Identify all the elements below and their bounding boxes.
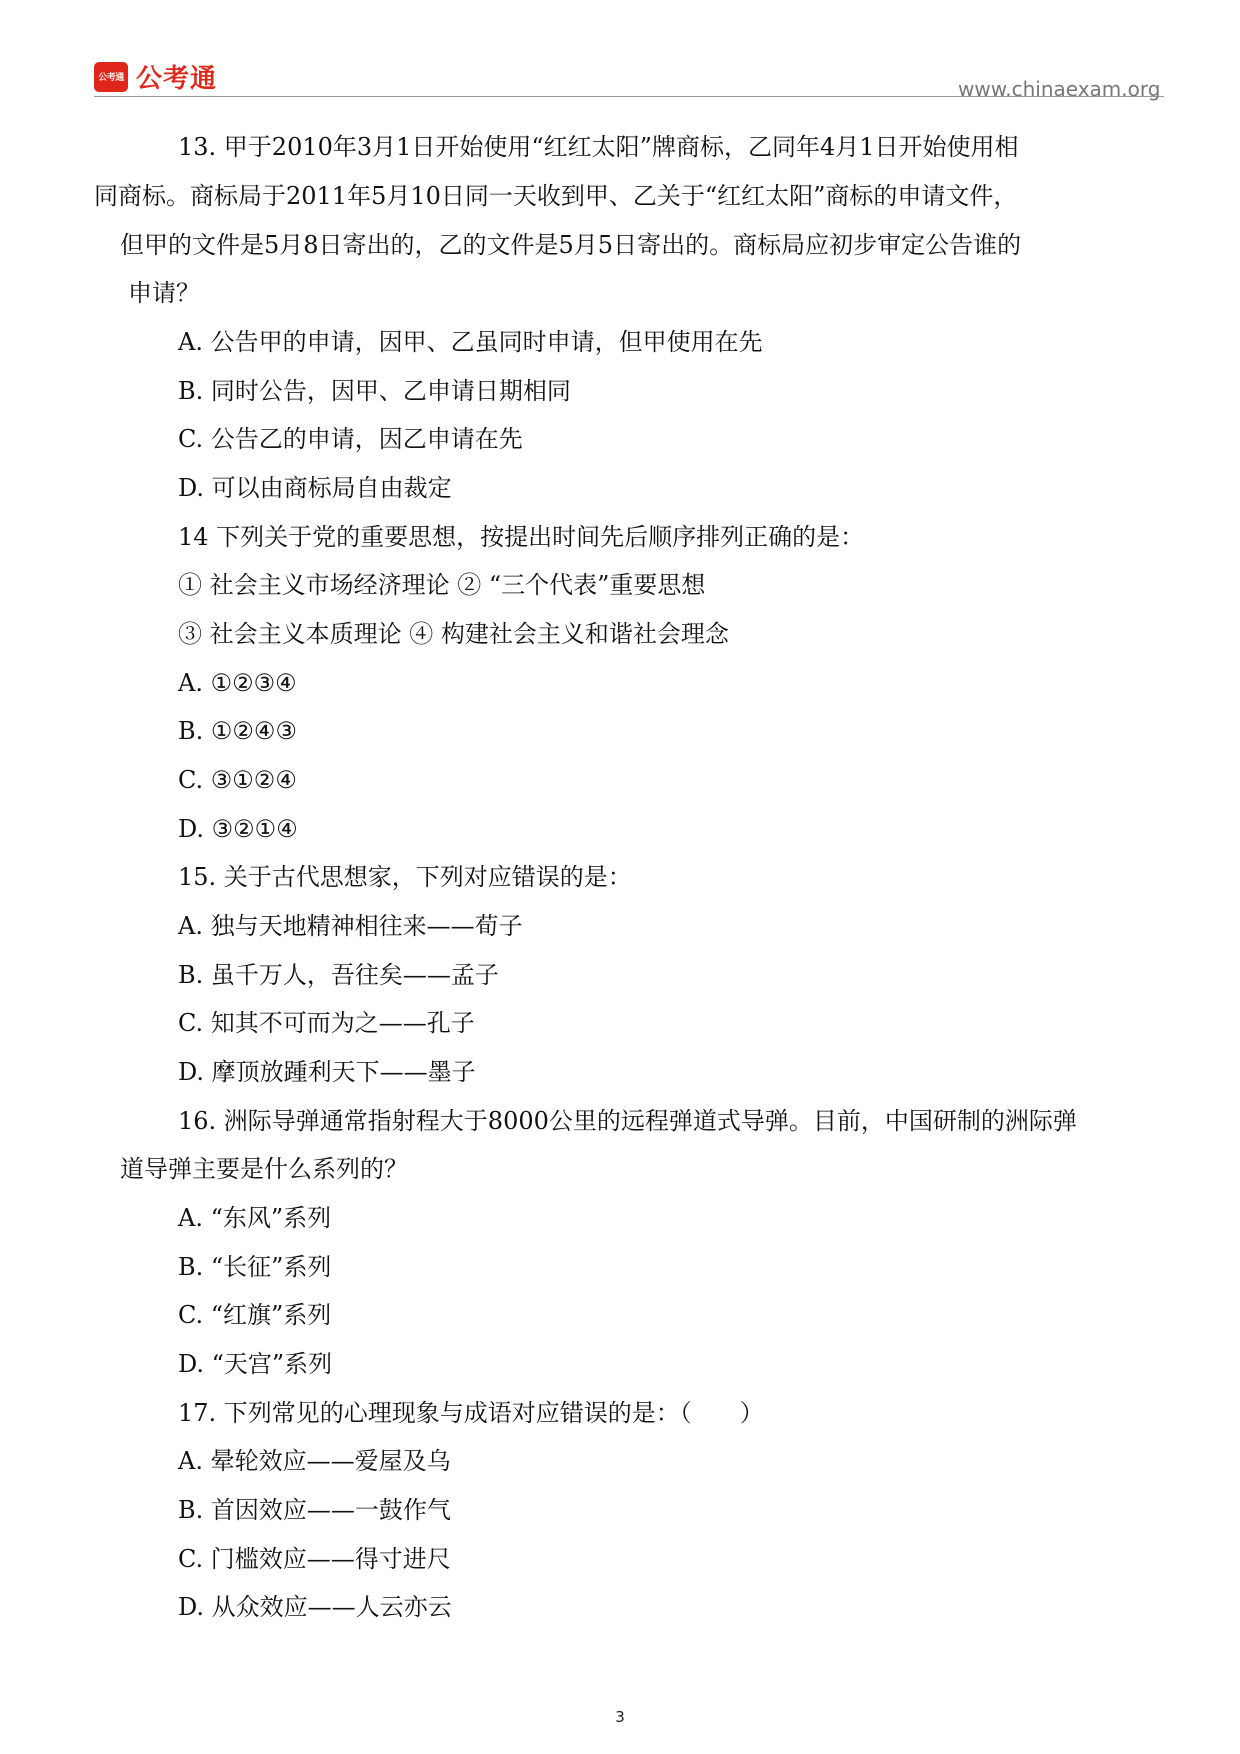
question-15-option-d: D. 摩顶放踵利天下——墨子 [178, 1058, 476, 1086]
question-17-option-b: B. 首因效应——一鼓作气 [178, 1496, 451, 1524]
question-17-option-d: D. 从众效应——人云亦云 [178, 1593, 452, 1621]
question-13-option-b: B. 同时公告，因甲、乙申请日期相同 [178, 377, 571, 405]
question-14-option-a: A. ①②③④ [178, 669, 297, 697]
question-14-option-b: B. ①②④③ [178, 717, 297, 745]
site-url: www.chinaexam.org [958, 77, 1161, 101]
question-14-option-c: C. ③①②④ [178, 766, 297, 794]
question-15-option-c: C. 知其不可而为之——孔子 [178, 1009, 475, 1037]
question-13-stem-line: 但甲的文件是5月8日寄出的，乙的文件是5月5日寄出的。商标局应初步审定公告谁的 [120, 231, 1022, 259]
question-16-stem-line: 道导弹主要是什么系列的？ [120, 1155, 408, 1183]
question-13-option-c: C. 公告乙的申请，因乙申请在先 [178, 425, 523, 453]
question-14-stem-line: ③ 社会主义本质理论 ④ 构建社会主义和谐社会理念 [178, 620, 729, 648]
question-15-option-a: A. 独与天地精神相往来——荀子 [178, 912, 523, 940]
brand-logo [94, 58, 217, 95]
question-17-option-a: A. 晕轮效应——爱屋及乌 [178, 1447, 451, 1475]
question-13-option-a: A. 公告甲的申请，因甲、乙虽同时申请，但甲使用在先 [178, 328, 763, 356]
logo-badge-icon: 公考通 [94, 62, 128, 92]
question-13-stem-line: 同商标。商标局于2011年5月10日同一天收到甲、乙关于“红红太阳”商标的申请文件， [94, 182, 1018, 210]
question-17-option-c: C. 门槛效应——得寸进尺 [178, 1545, 451, 1573]
logo-text: 公考通 [136, 64, 218, 94]
question-14-stem-line: 14 下列关于党的重要思想，按提出时间先后顺序排列正确的是： [178, 523, 865, 551]
question-14-option-d: D. ③②①④ [178, 815, 298, 843]
question-16-option-b: B. “长征”系列 [178, 1253, 332, 1281]
question-13-stem-line: 申请？ [128, 279, 200, 307]
question-16-option-a: A. “东风”系列 [178, 1204, 332, 1232]
question-16-option-d: D. “天宫”系列 [178, 1350, 333, 1378]
question-15-option-b: B. 虽千万人，吾往矣——孟子 [178, 961, 499, 989]
question-16-stem-line: 16. 洲际导弹通常指射程大于8000公里的远程弹道式导弹。目前，中国研制的洲际弹 [178, 1107, 1077, 1135]
question-15-stem-line: 15. 关于古代思想家，下列对应错误的是： [178, 863, 632, 891]
question-13-stem-line: 13. 甲于2010年3月1日开始使用“红红太阳”牌商标，乙同年4月1日开始使用相 [178, 133, 1019, 161]
question-16-option-c: C. “红旗”系列 [178, 1301, 332, 1329]
page-number: 3 [615, 1708, 625, 1726]
question-13-option-d: D. 可以由商标局自由裁定 [178, 474, 452, 502]
question-14-stem-line: ① 社会主义市场经济理论 ② “三个代表”重要思想 [178, 571, 706, 599]
question-17-stem-line: 17. 下列常见的心理现象与成语对应错误的是：（ ） [178, 1399, 764, 1427]
